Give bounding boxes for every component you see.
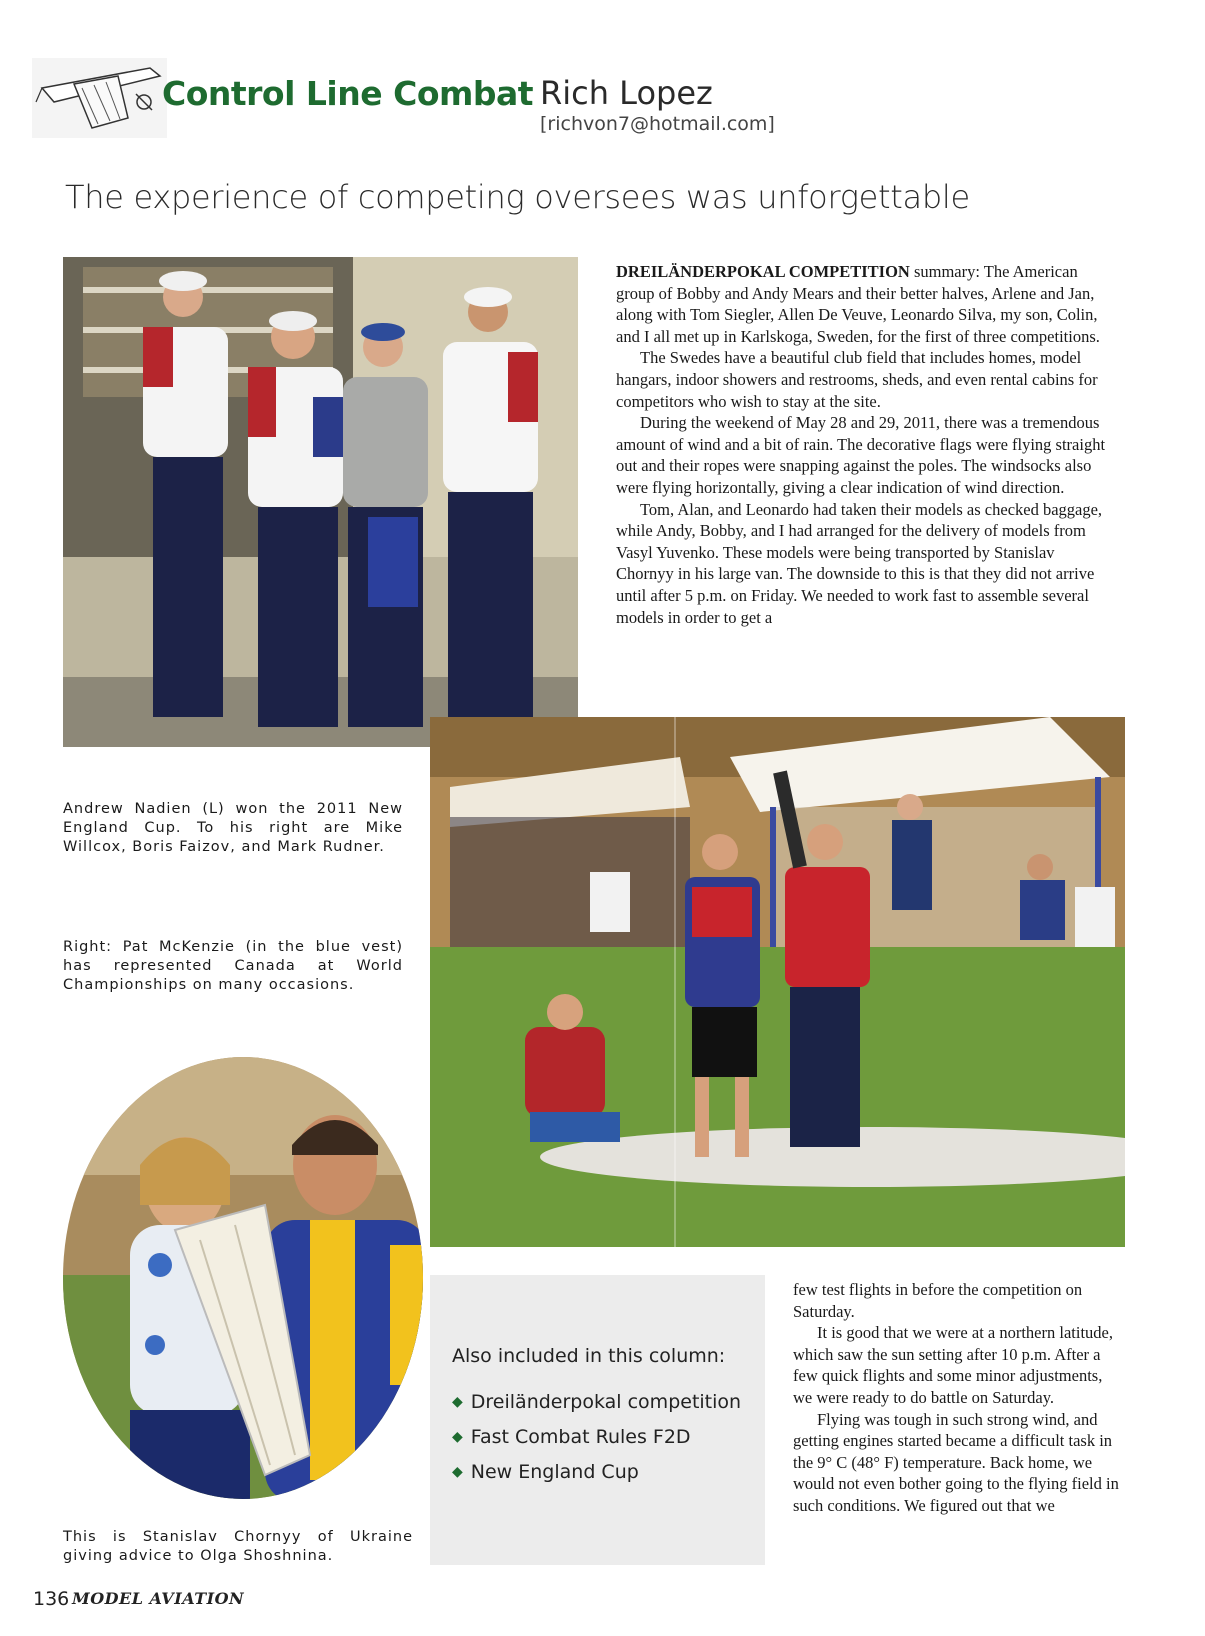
paragraph-1: DREILÄNDERPOKAL COMPETITION summary: The American group of Bobby and Andy Mears and their better halves, Arlene and Jan, along with Tom Siegler, Allen De Veuve, Leonardo Silva, my son, Colin, and I all met up in Karlskoga, Sweden, for the first of three competitions. [616, 262, 1100, 346]
paragraph-4: Tom, Alan, and Leonardo had taken their models as checked baggage, while Andy, Bobby, and I had arranged for the delivery of models from Vasyl Yuvenko. These models were being transported by Stanislav Chornyy in his large van. The downside to this is that they did not arrive until after 5 p.m. on Friday. We needed to work fast to assemble several models in order to get a [616, 499, 1103, 627]
paragraph-3: During the weekend of May 28 and 29, 2011, there was a tremendous amount of wind and a bit of rain. The decorative flags were flying straight out and their ropes were snapping against the poles. The windsocks also were flying horizontally, giving a clear indication of wind direction. [616, 413, 1106, 497]
paragraph-2: The Swedes have a beautiful club field that includes homes, model hangars, indoor showers and restrooms, sheds, and even rental cabins for competitors who wish to stay at the site. [616, 348, 1098, 411]
headline: The experience of competing oversees was unforgettable [65, 178, 970, 216]
bullet-icon: ◆ [452, 1394, 463, 1410]
magazine-name: MODEL AVIATION [72, 1589, 245, 1608]
sidebar-title: Also included in this column: [452, 1345, 726, 1367]
bullet-icon: ◆ [452, 1429, 463, 1445]
sidebar-item: ◆ New England Cup [452, 1461, 639, 1483]
column-title: Control Line Combat [162, 74, 534, 113]
paragraph-6: It is good that we were at a northern latitude, which saw the sun setting after 10 p.m. After a few quick flights and some minor adjustments, we were ready to do battle on Saturday. [793, 1323, 1113, 1407]
photo-flying-circle [430, 717, 1125, 1247]
article-column-2 [793, 1279, 1123, 1517]
sidebar-item: ◆ Dreiländerpokal competition [452, 1391, 742, 1413]
lead-in: DREILÄNDERPOKAL COMPETITION [616, 262, 910, 281]
airplane-logo-icon [32, 58, 167, 138]
article-column-1 [616, 261, 1112, 628]
photo-new-england-cup-group [63, 257, 578, 747]
also-included-box [430, 1275, 765, 1565]
bullet-icon: ◆ [452, 1464, 463, 1480]
sidebar-item: ◆ Fast Combat Rules F2D [452, 1426, 691, 1448]
author-email: [richvon7@hotmail.com] [540, 113, 775, 135]
photo-chornyy-shoshnina [60, 1055, 427, 1502]
page-number: 136 [33, 1588, 70, 1610]
caption-photo-1: Andrew Nadien (L) won the 2011 New England Cup. To his right are Mike Willcox, Boris Faizov, and Mark Rudner. [63, 801, 403, 855]
sidebar-list [452, 1391, 741, 1496]
caption-photo-2: Right: Pat McKenzie (in the blue vest) has represented Canada at World Championships on many occasions. [63, 939, 403, 993]
caption-photo-3: This is Stanislav Chornyy of Ukraine giving advice to Olga Shoshnina. [63, 1529, 413, 1564]
paragraph-7: Flying was tough in such strong wind, and getting engines started became a difficult task in the 9° C (48° F) temperature. Back home, we would not even bother going to the flying field in such conditions. We figured out that we [793, 1409, 1119, 1515]
author-name: Rich Lopez [540, 74, 713, 112]
paragraph-5: few test flights in before the competition on Saturday. [793, 1280, 1083, 1321]
